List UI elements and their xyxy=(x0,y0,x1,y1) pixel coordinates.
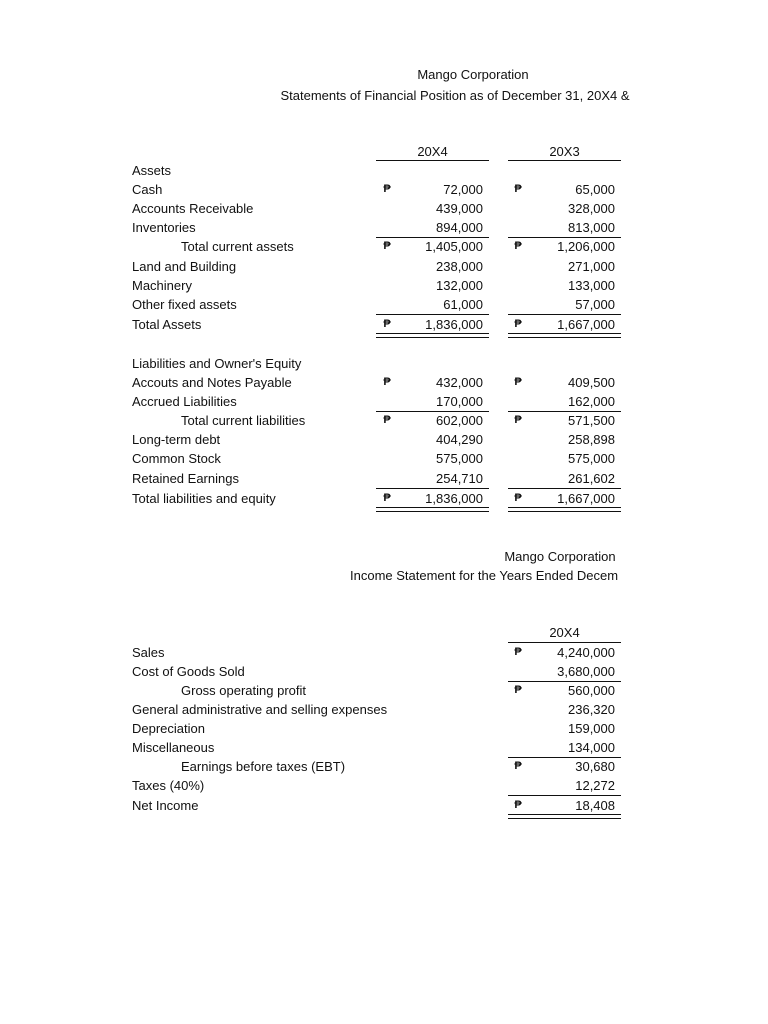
is-row-cogs xyxy=(0,662,768,681)
row-label: Gross operating profit xyxy=(181,683,307,698)
peso-sign: ₱ xyxy=(514,799,522,811)
row-label: Accrued Liabilities xyxy=(132,394,237,409)
row-label: Total liabilities and equity xyxy=(132,491,276,506)
value-20x4: 439,000 xyxy=(436,201,483,216)
peso-sign: ₱ xyxy=(514,492,522,504)
value-20x4: 134,000 xyxy=(568,740,615,755)
value-20x4: 159,000 xyxy=(568,721,615,736)
row-label: Depreciation xyxy=(132,721,205,736)
bs-row-accounts-receivable xyxy=(0,199,768,218)
value-20x3: 1,667,000 xyxy=(557,317,615,332)
is-row-ga-selling xyxy=(0,700,768,719)
is-row-sales xyxy=(0,643,768,662)
is-row-miscellaneous xyxy=(0,738,768,757)
bs-title: Statements of Financial Position as of December 31, 20X4 & xyxy=(280,88,630,103)
row-label: Total current liabilities xyxy=(181,413,306,428)
value-20x3: 409,500 xyxy=(568,375,615,390)
is-title: Income Statement for the Years Ended Decem xyxy=(350,568,619,583)
is-row-depreciation xyxy=(0,719,768,738)
peso-sign: ₱ xyxy=(514,684,522,696)
peso-sign: ₱ xyxy=(383,183,391,195)
value-20x4: 1,405,000 xyxy=(425,239,483,254)
value-20x3: 162,000 xyxy=(568,394,615,409)
row-label: Machinery xyxy=(132,278,192,293)
is-row-taxes xyxy=(0,776,768,795)
bs-row-common-stock xyxy=(0,449,768,468)
value-20x4: 575,000 xyxy=(436,451,483,466)
value-20x4: 4,240,000 xyxy=(557,645,615,660)
bs-row-cash xyxy=(0,180,768,199)
is-row-gross-profit xyxy=(0,681,768,700)
is-company-name: Mango Corporation xyxy=(504,549,616,564)
double-underline xyxy=(508,333,621,338)
row-label: Inventories xyxy=(132,220,196,235)
is-row-ebt xyxy=(0,757,768,776)
value-20x4: 602,000 xyxy=(436,413,483,428)
value-20x3: 261,602 xyxy=(568,471,615,486)
row-label: Net Income xyxy=(132,798,199,813)
row-label: Retained Earnings xyxy=(132,471,239,486)
row-label: Land and Building xyxy=(132,259,237,274)
bs-row-other-fixed-assets xyxy=(0,295,768,314)
bs-row-accrued-liabilities xyxy=(0,392,768,411)
peso-sign: ₱ xyxy=(514,414,522,426)
bs-row-total-assets xyxy=(0,315,768,334)
value-20x3: 575,000 xyxy=(568,451,615,466)
double-underline xyxy=(508,814,621,819)
double-underline xyxy=(508,507,621,512)
value-20x3: 571,500 xyxy=(568,413,615,428)
bs-column-header-20x3: 20X3 xyxy=(549,144,580,159)
peso-sign: ₱ xyxy=(383,376,391,388)
peso-sign: ₱ xyxy=(514,318,522,330)
value-20x4: 432,000 xyxy=(436,375,483,390)
value-20x4: 894,000 xyxy=(436,220,483,235)
bs-row-inventories xyxy=(0,218,768,237)
is-row-net-income xyxy=(0,796,768,815)
value-20x4: 1,836,000 xyxy=(425,491,483,506)
bs-row-total-current-assets xyxy=(0,237,768,256)
value-20x4: 560,000 xyxy=(568,683,615,698)
peso-sign: ₱ xyxy=(514,376,522,388)
peso-sign: ₱ xyxy=(383,240,391,252)
value-20x4: 12,272 xyxy=(575,778,615,793)
row-label: Taxes (40%) xyxy=(132,778,205,793)
value-20x3: 1,206,000 xyxy=(557,239,615,254)
value-20x3: 328,000 xyxy=(568,201,615,216)
value-20x4: 170,000 xyxy=(436,394,483,409)
value-20x4: 18,408 xyxy=(575,798,615,813)
row-label: Accouts and Notes Payable xyxy=(132,375,292,390)
bs-row-total-current-liabilities xyxy=(0,411,768,430)
double-underline xyxy=(376,507,489,512)
bs-row-total-liabilities-equity xyxy=(0,489,768,508)
row-label: General administrative and selling expenses xyxy=(132,702,388,717)
value-20x3: 133,000 xyxy=(568,278,615,293)
row-label: Accounts Receivable xyxy=(132,201,254,216)
value-20x3: 65,000 xyxy=(575,182,615,197)
row-label: Sales xyxy=(132,645,165,660)
peso-sign: ₱ xyxy=(383,318,391,330)
value-20x3: 271,000 xyxy=(568,259,615,274)
assets-heading: Assets xyxy=(132,163,172,178)
value-20x4: 254,710 xyxy=(436,471,483,486)
row-label: Long-term debt xyxy=(132,432,221,447)
peso-sign: ₱ xyxy=(514,760,522,772)
row-label: Miscellaneous xyxy=(132,740,215,755)
value-20x4: 236,320 xyxy=(568,702,615,717)
bs-column-header-20x4: 20X4 xyxy=(417,144,448,159)
row-label: Total current assets xyxy=(181,239,294,254)
value-20x4: 238,000 xyxy=(436,259,483,274)
value-20x4: 404,290 xyxy=(436,432,483,447)
bs-row-retained-earnings xyxy=(0,469,768,488)
header-underline xyxy=(376,160,489,161)
peso-sign: ₱ xyxy=(383,492,391,504)
bs-row-machinery xyxy=(0,276,768,295)
peso-sign: ₱ xyxy=(514,646,522,658)
value-20x4: 61,000 xyxy=(443,297,483,312)
value-20x3: 57,000 xyxy=(575,297,615,312)
value-20x4: 132,000 xyxy=(436,278,483,293)
bs-row-land-and-building xyxy=(0,257,768,276)
row-label: Other fixed assets xyxy=(132,297,237,312)
value-20x4: 72,000 xyxy=(443,182,483,197)
bs-row-long-term-debt xyxy=(0,430,768,449)
value-20x4: 1,836,000 xyxy=(425,317,483,332)
value-20x3: 258,898 xyxy=(568,432,615,447)
value-20x3: 813,000 xyxy=(568,220,615,235)
is-column-header-20x4: 20X4 xyxy=(549,625,580,640)
value-20x3: 1,667,000 xyxy=(557,491,615,506)
peso-sign: ₱ xyxy=(383,414,391,426)
header-underline xyxy=(508,160,621,161)
value-20x4: 30,680 xyxy=(575,759,615,774)
double-underline xyxy=(376,333,489,338)
row-label: Cost of Goods Sold xyxy=(132,664,245,679)
peso-sign: ₱ xyxy=(514,240,522,252)
liabilities-heading: Liabilities and Owner's Equity xyxy=(132,356,302,371)
bs-company-name: Mango Corporation xyxy=(417,67,529,82)
row-label: Common Stock xyxy=(132,451,221,466)
bs-row-notes-payable xyxy=(0,373,768,392)
row-label: Total Assets xyxy=(132,317,202,332)
row-label: Cash xyxy=(132,182,163,197)
peso-sign: ₱ xyxy=(514,183,522,195)
value-20x4: 3,680,000 xyxy=(557,664,615,679)
row-label: Earnings before taxes (EBT) xyxy=(181,759,346,774)
